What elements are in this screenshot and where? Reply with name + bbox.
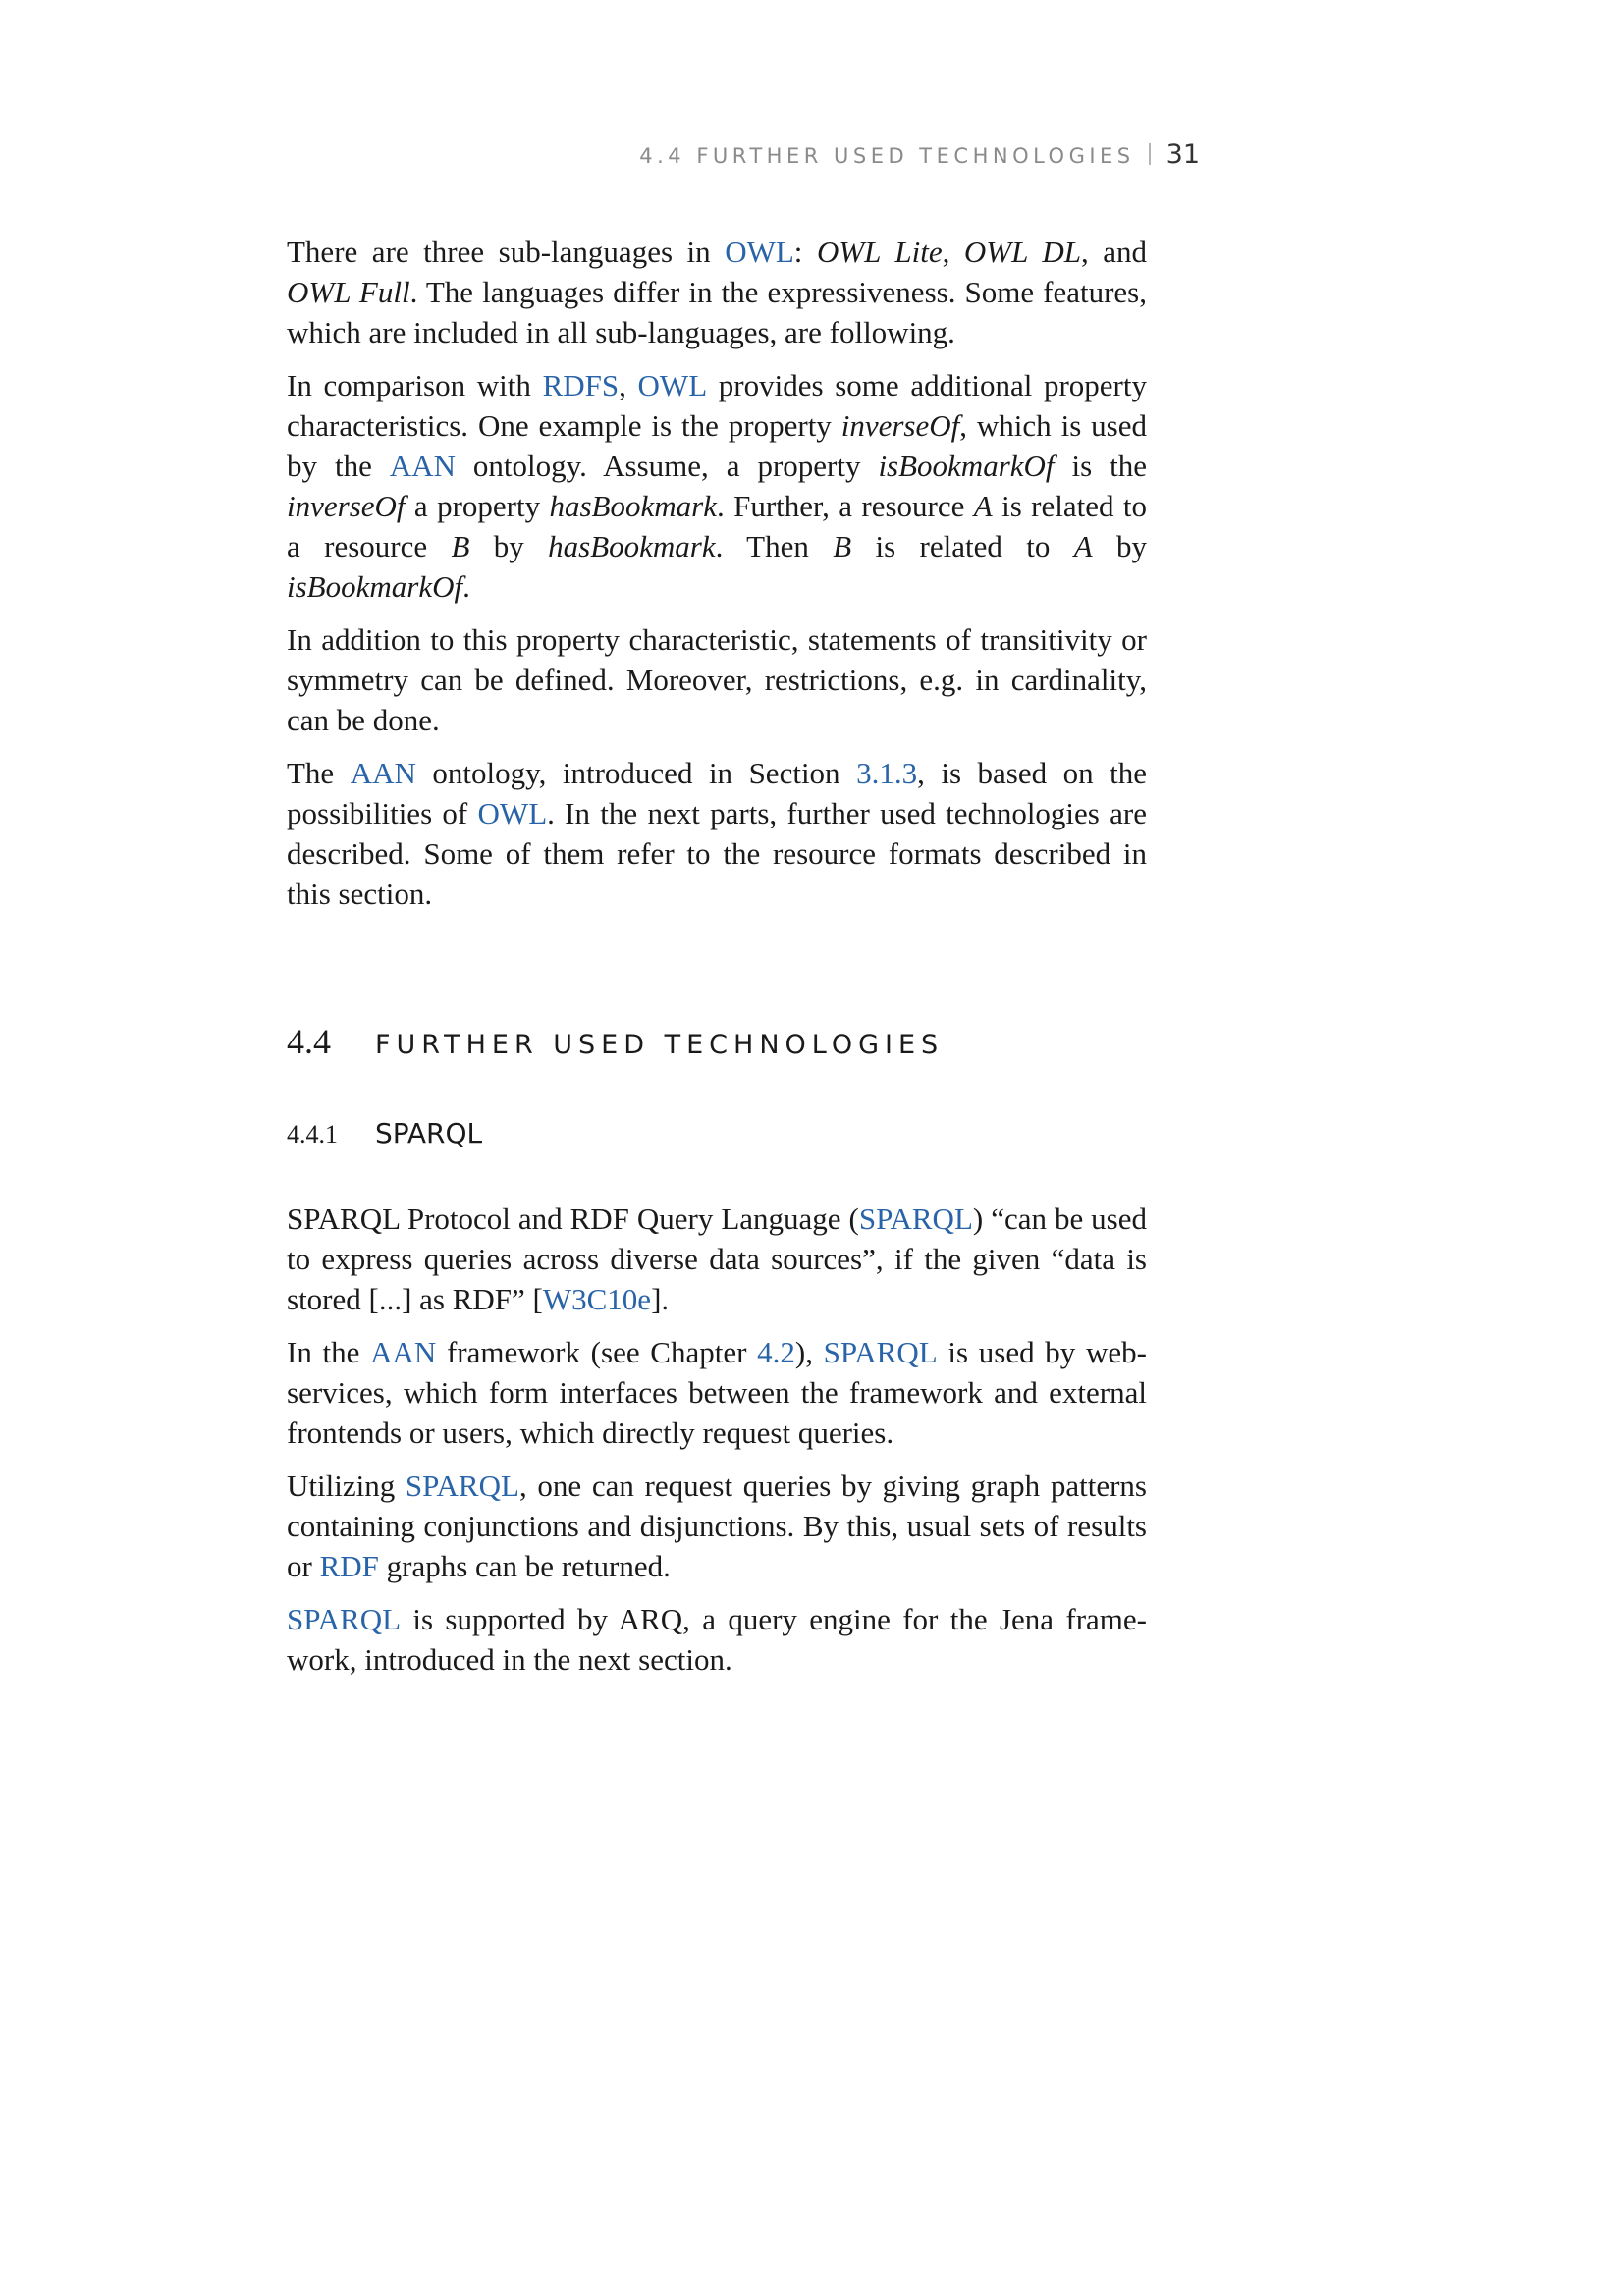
subsection-title: SPARQL: [375, 1117, 483, 1149]
acronym-link-owl[interactable]: OWL: [637, 368, 708, 402]
acronym-link-sparql[interactable]: SPARQL: [858, 1201, 973, 1236]
paragraph-sparql-arq: SPARQL is supported by ARQ, a query engine for the Jena framework, introduced in the next section.: [287, 1602, 1147, 1677]
running-header-separator: [1149, 143, 1151, 165]
paragraph-property-characteristics: In comparison with RDFS, OWL provides some additional property characteristics. One example is the property inverseOf, which is used by the AAN ontology. Assume, a property isBookmarkOf is the inverseOf a property hasBookmark. Further, a resource A is related to a resource B by hasBookmark. Then B is related to A by isBookmarkOf.: [287, 368, 1148, 604]
section-title: FURTHER USED TECHNOLOGIES: [375, 1030, 945, 1060]
paragraph-sparql-framework: In the AAN framework (see Chapter 4.2), SPARQL is used by webservices, which form interfaces between the framework and external frontends or users, which directly request queries.: [287, 1335, 1147, 1450]
chapter-ref-link[interactable]: 4.2: [757, 1335, 795, 1369]
acronym-link-sparql[interactable]: SPARQL: [405, 1468, 519, 1503]
acronym-link-aan[interactable]: AAN: [350, 756, 416, 790]
section-heading: [287, 1021, 944, 1062]
section-number: 4.4: [287, 1022, 331, 1061]
running-header: [0, 139, 1200, 170]
paragraph-sparql-definition: SPARQL Protocol and RDF Query Language (SPARQL) “can be used to express queries across diverse data sources”, if the given “data is stored [...] as RDF” [W3C10e].: [287, 1201, 1148, 1316]
running-header-section: 4.4 FURTHER USED TECHNOLOGIES: [639, 144, 1135, 168]
upper-text-block: [287, 232, 1147, 914]
subsection-number: 4.4.1: [287, 1120, 338, 1148]
paragraph-aan-ontology: The AAN ontology, introduced in Section 3.1.3, is based on the possibilities of OWL. In the next parts, further used technologies are described. Some of them refer to the resource formats described in this section.: [287, 756, 1148, 911]
citation-link[interactable]: W3C10e: [542, 1282, 652, 1316]
paragraph-sparql-queries: Utilizing SPARQL, one can request queries by giving graph patterns containing conjunctions and disjunctions. By this, usual sets of results or RDF graphs can be returned.: [287, 1468, 1147, 1583]
acronym-link-rdfs[interactable]: RDFS: [542, 368, 620, 402]
section-ref-link[interactable]: 3.1.3: [856, 756, 918, 790]
acronym-link-rdf[interactable]: RDF: [319, 1549, 379, 1583]
acronym-link-aan[interactable]: AAN: [370, 1335, 437, 1369]
subsection-heading: [287, 1117, 482, 1149]
acronym-link-owl[interactable]: OWL: [725, 235, 794, 269]
lower-text-block: [287, 1199, 1147, 1680]
paragraph-owl-sublanguages: There are three sub-languages in OWL: OWL Lite, OWL DL, and OWL Full. The languages differ in the expressiveness. Some features, which are included in all sub-languages, are following.: [287, 235, 1148, 349]
acronym-link-sparql[interactable]: SPARQL: [823, 1335, 938, 1369]
acronym-link-sparql[interactable]: SPARQL: [287, 1602, 402, 1636]
paragraph-transitivity: In addition to this property characteristic, statements of transitivity or symmetry can be defined. Moreover, restrictions, e.g. in cardinality, can be done.: [287, 622, 1147, 737]
acronym-link-owl[interactable]: OWL: [477, 796, 548, 830]
acronym-link-aan[interactable]: AAN: [389, 449, 456, 483]
page-number: 31: [1165, 139, 1200, 170]
